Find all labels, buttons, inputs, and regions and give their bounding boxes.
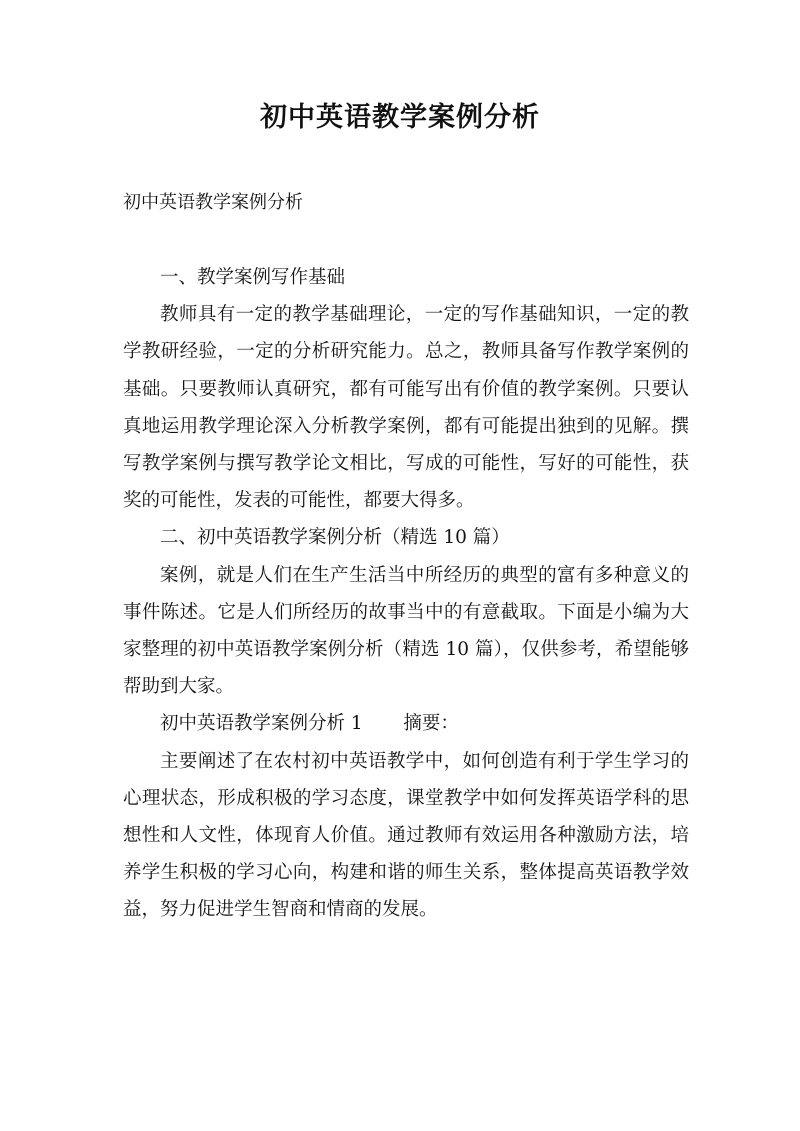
section-2-heading: 二、初中英语教学案例分析（精选 10 篇） — [160, 527, 510, 549]
case-1-title-line — [123, 705, 689, 742]
document-subtitle: 初中英语教学案例分析 — [123, 192, 303, 213]
case-1-abstract: 主要阐述了在农村初中英语教学中，如何创造有利于学生学习的心理状态，形成积极的学习态度，课堂教学中如何发挥英语学科的思想性和人文性，体现育人价值。通过教师有效运用各种激励方法，培养学生积极的学习心向，构建和谐的师生关系，整体提高英语教学效益，努力促进学生智商和情商的发展。 — [123, 750, 689, 921]
document-title: 初中英语教学案例分析 — [260, 102, 540, 133]
section-1-paragraph: 教师具有一定的教学基础理论，一定的写作基础知识，一定的教学教研经验，一定的分析研究能力。总之，教师具备写作教学案例的基础。只要教师认真研究，都有可能写出有价值的教学案例。只要认真地运用教学理论深入分析教学案例，都有可能提出独到的见解。撰写教学案例与撰写教学论文相比，写成的可能性，写好的可能性，获奖的可能性，发表的可能性，都要大得多。 — [123, 304, 689, 512]
document-body — [123, 259, 689, 929]
section-1-heading: 一、教学案例写作基础 — [160, 267, 346, 288]
section-2-paragraph: 案例，就是人们在生产生活当中所经历的典型的富有多种意义的事件陈述。它是人们所经历的故事当中的有意截取。下面是小编为大家整理的初中英语教学案例分析（精选 10 篇），仅供参考，希望能够帮助到大家。 — [123, 564, 689, 698]
case-1-abstract-label: 摘要： — [403, 713, 459, 735]
case-1-title: 初中英语教学案例分析 1 — [160, 713, 363, 735]
